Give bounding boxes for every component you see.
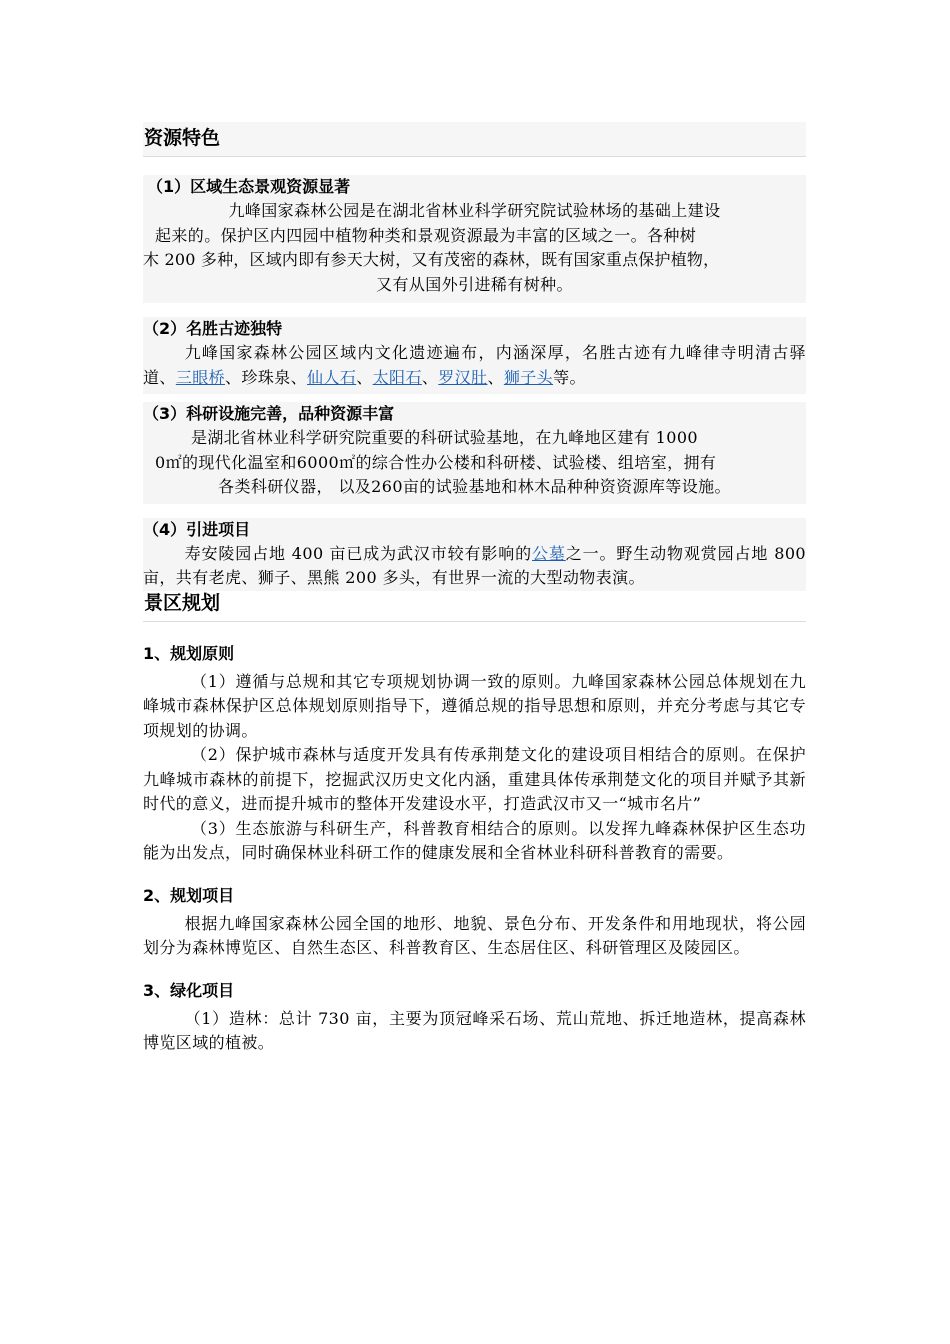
paragraph: （2）保护城市森林与适度开发具有传承荆楚文化的建设项目相结合的原则。在保护九峰城市森林的前提下，挖掘武汉历史文化内涵，重建具体传承荆楚文化的项目并赋予其新时代的意义，进而提升城市的整体开发建设水平，打造武汉市又一“城市名片” [143, 745, 806, 813]
subsection-heading-plan-2: 2、规划项目 [143, 885, 235, 905]
subsection-heading-1: （1）区域生态景观资源显著 [147, 177, 351, 196]
section-title-planning: 景区规划 [143, 591, 806, 622]
planning-3-block [143, 979, 806, 1056]
paragraph: 九峰国家森林公园区域内文化遗迹遍布，内涵深厚，名胜古迹有九峰律寺明清古驿道、三眼桥、珍珠泉、仙人石、太阳石、罗汉肚、狮子头等。 [143, 343, 806, 387]
paragraph: 寿安陵园占地 400 亩已成为武汉市较有影响的公墓之一。野生动物观赏园占地 800 亩，共有老虎、狮子、黑熊 200 多头，有世界一流的大型动物表演。 [143, 543, 806, 587]
subsection-1-block [143, 175, 806, 303]
paragraph-line: 又有从国外引进稀有树种。 [376, 274, 573, 294]
subsection-heading-2: （2）名胜古迹独特 [143, 319, 283, 338]
link-shizitou[interactable]: 狮子头 [503, 367, 554, 387]
subsection-heading-plan-3: 3、绿化项目 [143, 980, 235, 1000]
paragraph: （3）生态旅游与科研生产，科普教育相结合的原则。以发挥九峰森林保护区生态功能为出发点，同时确保林业科研工作的健康发展和全省林业科研科普教育的需要。 [143, 818, 806, 862]
paragraph-line: 各类科研仪器， 以及260亩的试验基地和林木品种种资资源库等设施。 [218, 477, 731, 496]
section-title-resources: 资源特色 [143, 122, 806, 157]
link-taiyangshi[interactable]: 太阳石 [372, 367, 422, 387]
subsection-heading-4: （4）引进项目 [143, 519, 251, 539]
paragraph-line: 九峰国家森林公园是在湖北省林业科学研究院试验林场的基础上建设 [228, 201, 721, 220]
subsection-heading-plan-1: 1、规划原则 [143, 643, 235, 663]
link-gongmu[interactable]: 公墓 [532, 543, 566, 563]
planning-2-block [143, 884, 806, 961]
subsection-4-block [143, 518, 806, 591]
link-sanyanqiao[interactable]: 三眼桥 [175, 367, 226, 387]
subsection-heading-3: （3）科研设施完善，品种资源丰富 [143, 404, 395, 423]
link-luohandu[interactable]: 罗汉肚 [438, 367, 488, 387]
paragraph: 根据九峰国家森林公园全国的地形、地貌、景色分布、开发条件和用地现状，将公园划分为森林博览区、自然生态区、科普教育区、生态居住区、科研管理区及陵园区。 [143, 913, 806, 957]
paragraph: （1）遵循与总规和其它专项规划协调一致的原则。九峰国家森林公园总体规划在九峰城市森林保护区总体规划原则指导下，遵循总规的指导思想和原则，并充分考虑与其它专项规划的协调。 [143, 671, 806, 740]
subsection-2-block [143, 317, 806, 394]
subsection-3-block [143, 402, 806, 504]
document-page [143, 122, 806, 1056]
paragraph-line: 木 200 多种，区域内即有参天大树，又有茂密的森林，既有国家重点保护植物， [143, 250, 720, 269]
paragraph-line: 0㎡的现代化温室和6000㎡的综合性办公楼和科研楼、试验楼、组培室，拥有 [155, 452, 717, 472]
paragraph-line: 是湖北省林业科学研究院重要的科研试验基地，在九峰地区建有 1000 [191, 428, 699, 447]
link-xianrenshi[interactable]: 仙人石 [307, 367, 357, 387]
paragraph: （1）造林：总计 730 亩，主要为顶冠峰采石场、荒山荒地、拆迁地造林，提高森林博览区域的植被。 [143, 1008, 806, 1052]
planning-1-block [143, 642, 806, 866]
paragraph-line: 起来的。保护区内四园中植物种类和景观资源最为丰富的区域之一。各种树 [155, 225, 697, 245]
